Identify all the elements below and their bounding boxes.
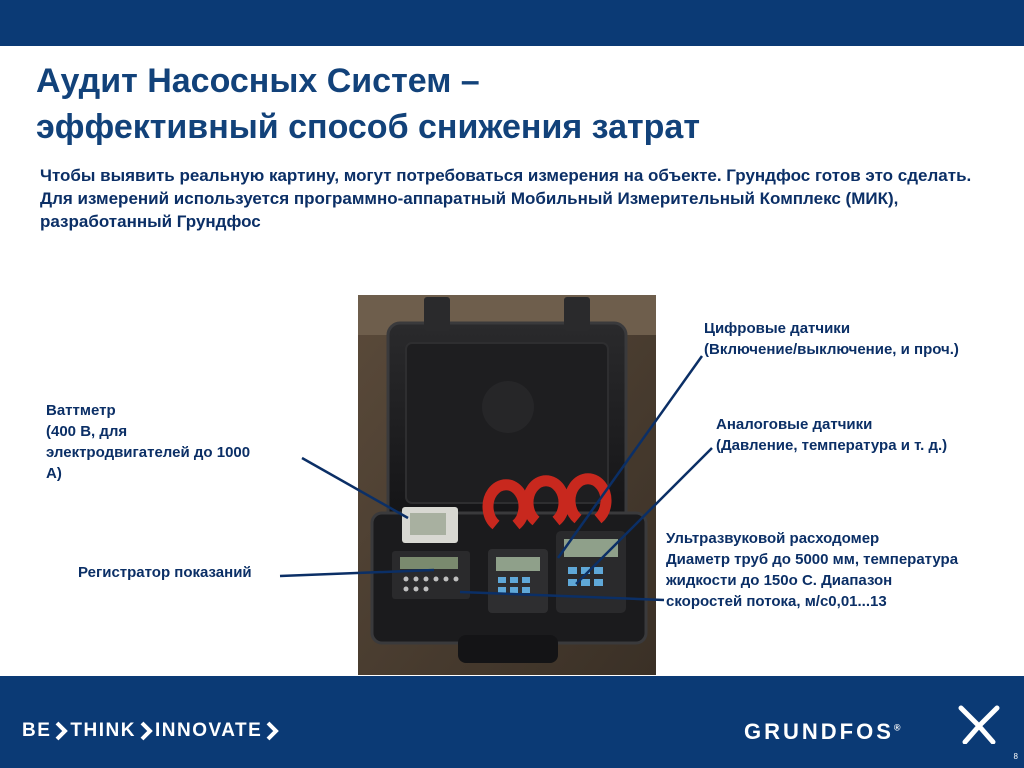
label-registrar: Регистратор показаний	[78, 564, 252, 581]
label-analog-sensors	[716, 414, 1016, 456]
slide-title	[36, 58, 936, 150]
chevron-right-icon	[54, 720, 68, 742]
label-flowmeter-line-4: скоростей потока, м/с0,01...13	[666, 593, 887, 610]
chevron-right-icon	[139, 720, 153, 742]
page-number: 8	[1013, 752, 1018, 761]
intro-paragraph-1: Чтобы выявить реальную картину, могут потребоваться измерения на объекте. Грундфос готов это сделать.	[40, 166, 972, 185]
label-wattmeter-line-1: Ваттметр	[46, 402, 116, 419]
chevron-right-icon	[265, 720, 279, 742]
label-analog-sensors-line-2: (Давление, температура и т. д.)	[716, 437, 948, 454]
label-flowmeter-line-2: Диаметр труб до 5000 мм, температура	[666, 551, 959, 568]
label-flowmeter-line-1: Ультразвуковой расходомер	[666, 530, 880, 547]
intro-text	[40, 164, 1010, 233]
label-flowmeter-line-3: жидкости до 150о С. Диапазон	[666, 572, 893, 589]
tagline-innovate: INNOVATE	[154, 720, 263, 741]
grundfos-logo	[744, 719, 901, 745]
slide-title-line-2: эффективный способ снижения затрат	[36, 108, 700, 146]
label-wattmeter	[46, 400, 296, 484]
tagline	[22, 720, 281, 742]
label-digital-sensors	[704, 318, 1004, 360]
label-flowmeter	[666, 528, 1016, 612]
intro-paragraph-2: Для измерений используется программно-аппаратный Мобильный Измерительный Комплекс (МИК), разработанный Грундфос	[40, 189, 899, 231]
measurement-kit-photo	[358, 295, 656, 675]
label-digital-sensors-line-1: Цифровые датчики	[704, 320, 851, 337]
grundfos-logo-text: GRUNDFOS	[744, 719, 894, 744]
label-wattmeter-line-3: электродвигателей до 1000	[46, 444, 251, 461]
grundfos-man-logo-icon	[957, 704, 1001, 744]
label-digital-sensors-line-2: (Включение/выключение, и проч.)	[704, 341, 959, 358]
label-analog-sensors-line-1: Аналоговые датчики	[716, 416, 873, 433]
registered-mark: ®	[893, 722, 901, 733]
tagline-think: THINK	[70, 720, 136, 741]
tagline-be: BE	[22, 720, 52, 741]
slide-title-line-1: Аудит Насосных Систем –	[36, 62, 480, 100]
top-banner	[0, 0, 1024, 46]
label-wattmeter-line-4: А)	[46, 465, 62, 482]
label-wattmeter-line-2: (400 В, для	[46, 423, 128, 440]
